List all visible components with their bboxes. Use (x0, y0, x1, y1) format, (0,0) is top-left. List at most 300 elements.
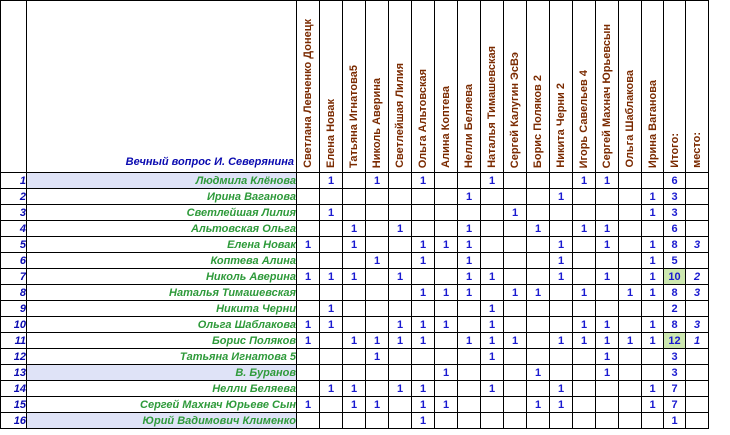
total-cell[interactable]: 7 (664, 381, 686, 397)
vote-cell[interactable]: 1 (550, 397, 573, 413)
vote-cell[interactable] (435, 221, 458, 237)
vote-cell[interactable] (596, 413, 619, 429)
column-header[interactable] (596, 1, 619, 173)
total-cell[interactable]: 7 (664, 397, 686, 413)
vote-cell[interactable] (297, 285, 320, 301)
total-cell[interactable]: 10 (664, 269, 686, 285)
vote-cell[interactable] (642, 349, 664, 365)
vote-cell[interactable] (458, 173, 481, 189)
vote-cell[interactable]: 1 (596, 221, 619, 237)
column-header[interactable] (573, 1, 596, 173)
column-header[interactable] (686, 1, 709, 173)
vote-cell[interactable]: 1 (596, 269, 619, 285)
vote-cell[interactable] (366, 365, 389, 381)
vote-cell[interactable]: 1 (642, 317, 664, 333)
vote-cell[interactable] (366, 285, 389, 301)
vote-cell[interactable] (619, 381, 642, 397)
vote-cell[interactable] (619, 237, 642, 253)
vote-cell[interactable] (366, 237, 389, 253)
vote-cell[interactable]: 1 (389, 317, 412, 333)
vote-cell[interactable]: 1 (642, 189, 664, 205)
vote-cell[interactable] (527, 253, 550, 269)
vote-cell[interactable] (504, 397, 527, 413)
participant-name[interactable]: Людмила Клёнова (27, 173, 297, 189)
vote-cell[interactable]: 1 (320, 301, 343, 317)
vote-cell[interactable] (320, 349, 343, 365)
vote-cell[interactable]: 1 (573, 173, 596, 189)
vote-cell[interactable] (573, 397, 596, 413)
vote-cell[interactable]: 1 (343, 397, 366, 413)
vote-cell[interactable] (297, 205, 320, 221)
vote-cell[interactable] (642, 301, 664, 317)
vote-cell[interactable] (389, 301, 412, 317)
vote-cell[interactable] (481, 205, 504, 221)
vote-cell[interactable] (389, 413, 412, 429)
vote-cell[interactable] (481, 285, 504, 301)
vote-cell[interactable] (481, 413, 504, 429)
vote-cell[interactable] (458, 397, 481, 413)
vote-cell[interactable] (550, 413, 573, 429)
vote-cell[interactable] (596, 397, 619, 413)
place-cell[interactable] (686, 397, 709, 413)
vote-cell[interactable] (550, 317, 573, 333)
vote-cell[interactable]: 1 (412, 173, 435, 189)
participant-name[interactable]: Сергей Махнач Юрьеве Сын (27, 397, 297, 413)
vote-cell[interactable]: 1 (619, 333, 642, 349)
vote-cell[interactable]: 1 (458, 189, 481, 205)
vote-cell[interactable]: 1 (297, 317, 320, 333)
vote-cell[interactable]: 1 (412, 413, 435, 429)
vote-cell[interactable]: 1 (297, 237, 320, 253)
vote-cell[interactable]: 1 (320, 173, 343, 189)
vote-cell[interactable] (527, 349, 550, 365)
vote-cell[interactable] (343, 285, 366, 301)
vote-cell[interactable]: 1 (343, 381, 366, 397)
participant-name[interactable]: Альтовская Ольга (27, 221, 297, 237)
vote-cell[interactable]: 1 (412, 237, 435, 253)
column-header[interactable] (481, 1, 504, 173)
vote-cell[interactable] (435, 189, 458, 205)
vote-cell[interactable] (389, 365, 412, 381)
vote-cell[interactable] (527, 317, 550, 333)
vote-cell[interactable]: 1 (527, 365, 550, 381)
vote-cell[interactable] (504, 301, 527, 317)
total-cell[interactable]: 8 (664, 285, 686, 301)
vote-cell[interactable] (619, 189, 642, 205)
vote-cell[interactable] (481, 397, 504, 413)
vote-cell[interactable] (619, 301, 642, 317)
vote-cell[interactable] (596, 189, 619, 205)
vote-cell[interactable]: 1 (366, 349, 389, 365)
vote-cell[interactable] (504, 317, 527, 333)
total-cell[interactable]: 8 (664, 317, 686, 333)
vote-cell[interactable] (366, 189, 389, 205)
place-cell[interactable] (686, 173, 709, 189)
vote-cell[interactable]: 1 (642, 253, 664, 269)
vote-cell[interactable] (481, 237, 504, 253)
place-cell[interactable]: 3 (686, 317, 709, 333)
vote-cell[interactable] (343, 413, 366, 429)
vote-cell[interactable]: 1 (435, 397, 458, 413)
vote-cell[interactable] (366, 413, 389, 429)
vote-cell[interactable] (389, 173, 412, 189)
vote-cell[interactable]: 1 (642, 237, 664, 253)
vote-cell[interactable] (343, 301, 366, 317)
vote-cell[interactable]: 1 (481, 301, 504, 317)
place-cell[interactable] (686, 205, 709, 221)
vote-cell[interactable]: 1 (320, 205, 343, 221)
place-cell[interactable] (686, 381, 709, 397)
vote-cell[interactable] (642, 221, 664, 237)
total-cell[interactable]: 3 (664, 365, 686, 381)
vote-cell[interactable] (596, 285, 619, 301)
vote-cell[interactable] (458, 349, 481, 365)
vote-cell[interactable] (389, 205, 412, 221)
total-cell[interactable]: 3 (664, 205, 686, 221)
vote-cell[interactable] (481, 221, 504, 237)
vote-cell[interactable]: 1 (343, 269, 366, 285)
place-cell[interactable]: 3 (686, 285, 709, 301)
place-cell[interactable]: 1 (686, 333, 709, 349)
vote-cell[interactable]: 1 (343, 237, 366, 253)
vote-cell[interactable] (320, 221, 343, 237)
vote-cell[interactable]: 1 (389, 381, 412, 397)
vote-cell[interactable] (573, 253, 596, 269)
column-header[interactable] (664, 1, 686, 173)
vote-cell[interactable]: 1 (435, 365, 458, 381)
vote-cell[interactable] (435, 205, 458, 221)
participant-name[interactable]: Борис Поляков (27, 333, 297, 349)
vote-cell[interactable] (366, 317, 389, 333)
vote-cell[interactable] (527, 301, 550, 317)
vote-cell[interactable]: 1 (481, 333, 504, 349)
vote-cell[interactable] (550, 349, 573, 365)
vote-cell[interactable] (573, 365, 596, 381)
vote-cell[interactable] (527, 413, 550, 429)
vote-cell[interactable]: 1 (596, 173, 619, 189)
total-cell[interactable]: 12 (664, 333, 686, 349)
vote-cell[interactable]: 1 (435, 285, 458, 301)
vote-cell[interactable]: 1 (366, 253, 389, 269)
vote-cell[interactable]: 1 (343, 333, 366, 349)
vote-cell[interactable] (343, 253, 366, 269)
place-cell[interactable] (686, 221, 709, 237)
vote-cell[interactable]: 1 (642, 381, 664, 397)
place-cell[interactable]: 2 (686, 269, 709, 285)
vote-cell[interactable] (297, 413, 320, 429)
vote-cell[interactable]: 1 (573, 317, 596, 333)
vote-cell[interactable] (481, 253, 504, 269)
vote-cell[interactable]: 1 (366, 397, 389, 413)
column-header[interactable] (527, 1, 550, 173)
vote-cell[interactable] (366, 221, 389, 237)
vote-cell[interactable] (320, 333, 343, 349)
vote-cell[interactable]: 1 (573, 333, 596, 349)
vote-cell[interactable]: 1 (504, 205, 527, 221)
place-cell[interactable] (686, 253, 709, 269)
vote-cell[interactable] (619, 397, 642, 413)
participant-name[interactable]: Нелли Беляева (27, 381, 297, 397)
place-cell[interactable] (686, 301, 709, 317)
vote-cell[interactable] (504, 381, 527, 397)
vote-cell[interactable] (481, 365, 504, 381)
vote-cell[interactable] (527, 381, 550, 397)
vote-cell[interactable]: 1 (596, 317, 619, 333)
column-header[interactable] (297, 1, 320, 173)
vote-cell[interactable]: 1 (504, 333, 527, 349)
vote-cell[interactable]: 1 (527, 397, 550, 413)
vote-cell[interactable] (320, 285, 343, 301)
vote-cell[interactable]: 1 (596, 333, 619, 349)
vote-cell[interactable]: 1 (481, 381, 504, 397)
total-cell[interactable]: 8 (664, 237, 686, 253)
vote-cell[interactable] (343, 365, 366, 381)
vote-cell[interactable] (527, 269, 550, 285)
vote-cell[interactable] (619, 205, 642, 221)
vote-cell[interactable] (320, 253, 343, 269)
vote-cell[interactable] (320, 189, 343, 205)
vote-cell[interactable]: 1 (550, 381, 573, 397)
vote-cell[interactable] (619, 173, 642, 189)
vote-cell[interactable]: 1 (619, 285, 642, 301)
vote-cell[interactable]: 1 (642, 269, 664, 285)
vote-cell[interactable]: 1 (481, 349, 504, 365)
vote-cell[interactable] (297, 349, 320, 365)
vote-cell[interactable] (642, 365, 664, 381)
vote-cell[interactable]: 1 (527, 285, 550, 301)
vote-cell[interactable] (435, 173, 458, 189)
participant-name[interactable]: Ольга Шаблакова (27, 317, 297, 333)
vote-cell[interactable]: 1 (642, 205, 664, 221)
vote-cell[interactable] (389, 237, 412, 253)
vote-cell[interactable] (619, 269, 642, 285)
vote-cell[interactable] (458, 301, 481, 317)
column-header[interactable] (389, 1, 412, 173)
column-header[interactable] (458, 1, 481, 173)
total-cell[interactable]: 1 (664, 413, 686, 429)
vote-cell[interactable]: 1 (389, 221, 412, 237)
column-header[interactable] (642, 1, 664, 173)
vote-cell[interactable] (343, 173, 366, 189)
vote-cell[interactable] (366, 381, 389, 397)
vote-cell[interactable] (458, 205, 481, 221)
vote-cell[interactable] (435, 413, 458, 429)
vote-cell[interactable]: 1 (596, 237, 619, 253)
vote-cell[interactable] (504, 237, 527, 253)
vote-cell[interactable] (297, 381, 320, 397)
vote-cell[interactable] (412, 221, 435, 237)
vote-cell[interactable] (412, 189, 435, 205)
vote-cell[interactable]: 1 (412, 333, 435, 349)
vote-cell[interactable] (550, 285, 573, 301)
vote-cell[interactable]: 1 (412, 253, 435, 269)
vote-cell[interactable] (550, 205, 573, 221)
vote-cell[interactable]: 1 (527, 221, 550, 237)
vote-cell[interactable] (435, 381, 458, 397)
column-header[interactable] (504, 1, 527, 173)
vote-cell[interactable] (435, 301, 458, 317)
vote-cell[interactable]: 1 (481, 317, 504, 333)
vote-cell[interactable]: 1 (458, 269, 481, 285)
vote-cell[interactable] (320, 237, 343, 253)
vote-cell[interactable] (366, 301, 389, 317)
total-cell[interactable]: 2 (664, 301, 686, 317)
vote-cell[interactable]: 1 (366, 173, 389, 189)
vote-cell[interactable] (573, 205, 596, 221)
vote-cell[interactable]: 1 (550, 253, 573, 269)
participant-name[interactable]: Татьяна Игнатова 5 (27, 349, 297, 365)
vote-cell[interactable] (412, 269, 435, 285)
participant-name[interactable]: В. Буранов (27, 365, 297, 381)
vote-cell[interactable]: 1 (458, 285, 481, 301)
place-cell[interactable]: 3 (686, 237, 709, 253)
vote-cell[interactable] (389, 285, 412, 301)
vote-cell[interactable] (550, 221, 573, 237)
vote-cell[interactable] (458, 381, 481, 397)
column-header[interactable] (366, 1, 389, 173)
vote-cell[interactable]: 1 (642, 397, 664, 413)
vote-cell[interactable] (504, 413, 527, 429)
vote-cell[interactable] (412, 205, 435, 221)
vote-cell[interactable] (435, 269, 458, 285)
vote-cell[interactable]: 1 (642, 285, 664, 301)
vote-cell[interactable] (527, 173, 550, 189)
vote-cell[interactable] (573, 413, 596, 429)
vote-cell[interactable] (527, 237, 550, 253)
vote-cell[interactable]: 1 (550, 333, 573, 349)
vote-cell[interactable]: 1 (389, 333, 412, 349)
vote-cell[interactable] (504, 253, 527, 269)
vote-cell[interactable] (504, 349, 527, 365)
vote-cell[interactable] (504, 221, 527, 237)
place-cell[interactable] (686, 189, 709, 205)
vote-cell[interactable] (435, 253, 458, 269)
vote-cell[interactable]: 1 (481, 269, 504, 285)
vote-cell[interactable] (642, 173, 664, 189)
vote-cell[interactable]: 1 (297, 397, 320, 413)
vote-cell[interactable] (573, 349, 596, 365)
vote-cell[interactable] (550, 173, 573, 189)
vote-cell[interactable]: 1 (550, 189, 573, 205)
vote-cell[interactable] (504, 173, 527, 189)
column-header[interactable] (320, 1, 343, 173)
vote-cell[interactable] (481, 189, 504, 205)
total-cell[interactable]: 6 (664, 221, 686, 237)
vote-cell[interactable] (596, 205, 619, 221)
vote-cell[interactable] (297, 301, 320, 317)
vote-cell[interactable] (619, 365, 642, 381)
total-cell[interactable]: 5 (664, 253, 686, 269)
vote-cell[interactable] (619, 221, 642, 237)
vote-cell[interactable] (389, 397, 412, 413)
participant-name[interactable]: Коптева Алина (27, 253, 297, 269)
vote-cell[interactable]: 1 (320, 317, 343, 333)
vote-cell[interactable] (458, 317, 481, 333)
vote-cell[interactable] (504, 189, 527, 205)
vote-cell[interactable]: 1 (435, 317, 458, 333)
column-header[interactable] (435, 1, 458, 173)
vote-cell[interactable] (504, 269, 527, 285)
vote-cell[interactable]: 1 (573, 285, 596, 301)
column-header[interactable] (343, 1, 366, 173)
place-cell[interactable] (686, 365, 709, 381)
vote-cell[interactable] (573, 237, 596, 253)
vote-cell[interactable]: 1 (320, 381, 343, 397)
column-header[interactable] (550, 1, 573, 173)
vote-cell[interactable]: 1 (458, 237, 481, 253)
vote-cell[interactable] (412, 365, 435, 381)
vote-cell[interactable]: 1 (366, 333, 389, 349)
vote-cell[interactable] (343, 189, 366, 205)
column-header[interactable] (619, 1, 642, 173)
vote-cell[interactable] (642, 413, 664, 429)
vote-cell[interactable]: 1 (297, 269, 320, 285)
vote-cell[interactable] (458, 413, 481, 429)
vote-cell[interactable]: 1 (320, 269, 343, 285)
participant-name[interactable]: Наталья Тимашевская (27, 285, 297, 301)
place-cell[interactable] (686, 349, 709, 365)
place-cell[interactable] (686, 413, 709, 429)
vote-cell[interactable] (527, 333, 550, 349)
vote-cell[interactable] (527, 205, 550, 221)
vote-cell[interactable] (550, 365, 573, 381)
vote-cell[interactable] (458, 365, 481, 381)
vote-cell[interactable] (297, 189, 320, 205)
vote-cell[interactable] (366, 269, 389, 285)
total-cell[interactable]: 3 (664, 349, 686, 365)
vote-cell[interactable] (573, 189, 596, 205)
vote-cell[interactable] (320, 365, 343, 381)
vote-cell[interactable]: 1 (412, 317, 435, 333)
vote-cell[interactable] (619, 317, 642, 333)
vote-cell[interactable] (343, 317, 366, 333)
vote-cell[interactable] (389, 253, 412, 269)
participant-name[interactable]: Юрий Вадимович Клименко (27, 413, 297, 429)
vote-cell[interactable] (527, 189, 550, 205)
total-cell[interactable]: 3 (664, 189, 686, 205)
participant-name[interactable]: Никита Черни (27, 301, 297, 317)
total-cell[interactable]: 6 (664, 173, 686, 189)
vote-cell[interactable]: 1 (642, 333, 664, 349)
vote-cell[interactable] (297, 253, 320, 269)
vote-cell[interactable] (504, 365, 527, 381)
vote-cell[interactable]: 1 (481, 173, 504, 189)
participant-name[interactable]: Ирина Ваганова (27, 189, 297, 205)
vote-cell[interactable] (389, 189, 412, 205)
vote-cell[interactable] (320, 413, 343, 429)
vote-cell[interactable]: 1 (458, 221, 481, 237)
vote-cell[interactable] (366, 205, 389, 221)
vote-cell[interactable]: 1 (573, 221, 596, 237)
vote-cell[interactable]: 1 (504, 285, 527, 301)
vote-cell[interactable]: 1 (435, 237, 458, 253)
vote-cell[interactable] (573, 269, 596, 285)
vote-cell[interactable] (412, 349, 435, 365)
vote-cell[interactable] (412, 301, 435, 317)
vote-cell[interactable] (619, 349, 642, 365)
vote-cell[interactable]: 1 (412, 397, 435, 413)
vote-cell[interactable] (596, 301, 619, 317)
vote-cell[interactable]: 1 (412, 285, 435, 301)
vote-cell[interactable] (320, 397, 343, 413)
vote-cell[interactable] (573, 301, 596, 317)
vote-cell[interactable] (619, 253, 642, 269)
participant-name[interactable]: Николь Аверина (27, 269, 297, 285)
vote-cell[interactable] (343, 205, 366, 221)
vote-cell[interactable] (619, 413, 642, 429)
vote-cell[interactable]: 1 (550, 237, 573, 253)
vote-cell[interactable] (343, 349, 366, 365)
